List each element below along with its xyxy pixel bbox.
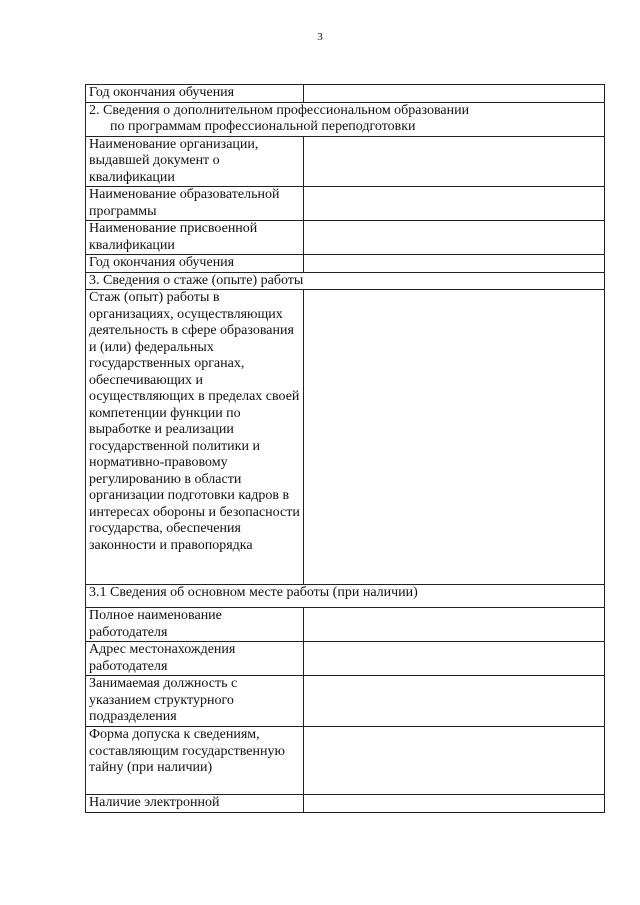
table-row <box>86 255 605 273</box>
qualification-name-value-cell[interactable] <box>304 221 605 255</box>
graduation-year-label: Год окончания обучения <box>86 85 304 103</box>
qualification-name-label: Наименование присвоенной квалификации <box>86 221 304 255</box>
employer-name-value-cell[interactable] <box>304 608 605 642</box>
graduation-year-2-value-cell[interactable] <box>304 255 605 273</box>
table-row <box>86 608 605 642</box>
graduation-year-2-label: Год окончания обучения <box>86 255 304 273</box>
table-row <box>86 136 605 187</box>
electronic-value-cell[interactable] <box>304 795 605 813</box>
program-name-label: Наименование образовательной программы <box>86 187 304 221</box>
section-2-title-line-1: 2. Сведения о дополнительном профессиональном образовании <box>89 102 470 118</box>
experience-value-cell[interactable] <box>304 290 605 585</box>
clearance-value-cell[interactable] <box>304 727 605 795</box>
table-row <box>86 85 605 103</box>
table-row <box>86 272 605 290</box>
table-row <box>86 187 605 221</box>
page-number: 3 <box>317 31 323 43</box>
position-value-cell[interactable] <box>304 676 605 727</box>
employer-address-label: Адрес местонахождения работодателя <box>86 642 304 676</box>
clearance-label: Форма допуска к сведениям, составляющим государственную тайну (при наличии) <box>86 727 304 795</box>
form-table <box>85 84 605 813</box>
section-2-header <box>86 102 605 136</box>
table-row <box>86 642 605 676</box>
position-label: Занимаемая должность с указанием структурного подразделения <box>86 676 304 727</box>
table-row <box>86 795 605 813</box>
table-row <box>86 676 605 727</box>
table-row <box>86 727 605 795</box>
table-row <box>86 585 605 608</box>
section-2-title-line-2: по программам профессиональной переподготовки <box>110 119 416 134</box>
employer-address-value-cell[interactable] <box>304 642 605 676</box>
experience-label: Стаж (опыт) работы в организациях, осуществляющих деятельность в сфере образования и (или) федеральных государственных органах, обеспечивающих и осуществляющих в пределах своей компетенции функции по выработке и реализации государственной политики и нормативно-правовому регулированию в области организации подготовки кадров в интересах обороны и безопасности государства, обеспечения законности и правопорядка <box>86 290 304 585</box>
table-row <box>86 221 605 255</box>
org-name-value-cell[interactable] <box>304 136 605 187</box>
electronic-label: Наличие электронной <box>86 795 304 813</box>
table-row <box>86 102 605 136</box>
table-row <box>86 290 605 585</box>
org-name-label: Наименование организации, выдавшей документ о квалификации <box>86 136 304 187</box>
section-3-header: 3. Сведения о стаже (опыте) работы <box>86 272 605 290</box>
employer-name-label: Полное наименование работодателя <box>86 608 304 642</box>
graduation-year-value-cell[interactable] <box>304 85 605 103</box>
program-name-value-cell[interactable] <box>304 187 605 221</box>
section-3-1-header: 3.1 Сведения об основном месте работы (при наличии) <box>86 585 605 608</box>
